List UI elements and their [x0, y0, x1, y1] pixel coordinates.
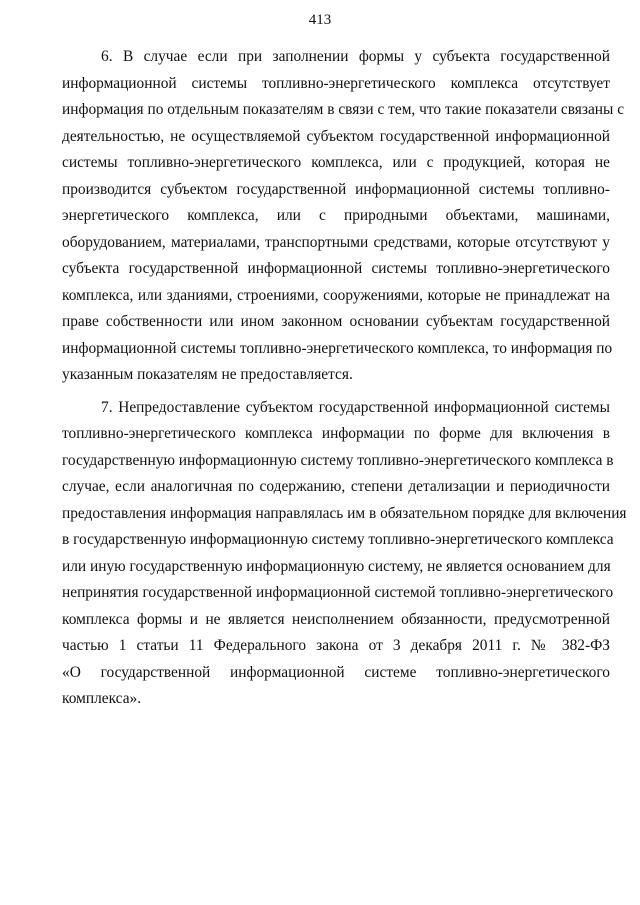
text-line: системы топливно-энергетического комплекса, или с продукцией, которая не — [62, 154, 610, 171]
text-line: комплекса формы и не является неисполнением обязанности, предусмотренной — [62, 610, 610, 628]
text-line: субъекта государственной информационной системы топливно-энергетического — [62, 260, 610, 277]
document-body — [62, 44, 627, 713]
paragraph-6 — [62, 44, 625, 389]
text-line: комплекса». — [62, 690, 142, 707]
text-line: в государственную информационную систему топливно-энергетического комплекса — [62, 531, 614, 548]
text-line: комплекса, или зданиями, строениями, сооружениями, которые не принадлежат на — [62, 286, 610, 304]
text-line: или иную государственную информационную систему, не является основанием для — [62, 557, 611, 575]
paragraph-7 — [62, 395, 627, 713]
text-line: энергетического комплекса, или с природными объектами, машинами, — [62, 207, 610, 224]
text-line: 7. Непредоставление субъектом государственной информационной системы — [101, 398, 610, 416]
text-line: предоставления информация направлялась им в обязательном порядке для включения — [62, 504, 627, 522]
text-line: информационной системы топливно-энергетического комплекса, то информация по — [62, 339, 613, 357]
text-line: случае, если аналогичная по содержанию, степени детализации и периодичности — [62, 478, 610, 495]
text-line: деятельностью, не осуществляемой субъектом государственной информационной — [62, 127, 610, 145]
text-line: непринятия государственной информационной системой топливно-энергетического — [62, 584, 614, 601]
text-line: указанным показателям не предоставляется. — [62, 366, 353, 383]
text-line: государственную информационную систему топливно-энергетического комплекса в — [62, 451, 614, 469]
text-line: праве собственности или ином законном основании субъектам государственной — [62, 313, 610, 330]
text-line: частью 1 статьи 11 Федерального закона от 3 декабря 2011 г. № 382-ФЗ — [62, 637, 610, 654]
text-line: производится субъектом государственной информационной системы топливно- — [62, 180, 610, 198]
text-line: «О государственной информационной системе топливно-энергетического — [62, 663, 610, 681]
text-line: оборудованием, материалами, транспортными средствами, которые отсутствуют у — [62, 233, 610, 251]
page-number: 413 — [308, 12, 332, 28]
text-line: топливно-энергетического комплекса информации по форме для включения в — [62, 425, 610, 442]
text-line: информация по отдельным показателям в связи с тем, что такие показатели связаны с — [62, 101, 625, 118]
text-line: 6. В случае если при заполнении формы у субъекта государственной — [101, 48, 610, 65]
text-line: информационной системы топливно-энергетического комплекса отсутствует — [62, 74, 610, 92]
